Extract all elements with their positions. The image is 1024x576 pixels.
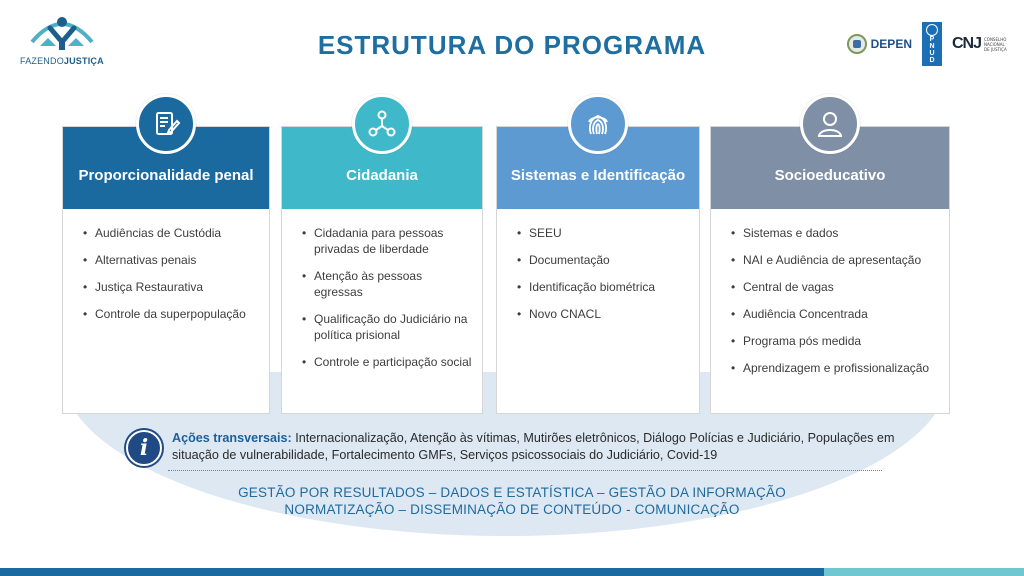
document-edit-icon	[136, 94, 196, 154]
list-item: • Alternativas penais	[83, 252, 259, 268]
card-socioeducativo	[710, 126, 950, 414]
list-item: • Sistemas e dados	[731, 225, 939, 241]
info-icon: i	[126, 430, 162, 466]
pnud-logo: P N U D	[922, 22, 942, 66]
card-items	[63, 209, 269, 322]
list-item: • Documentação	[517, 252, 689, 268]
dotted-divider	[168, 470, 882, 471]
list-item: • Identificação biométrica	[517, 279, 689, 295]
list-item: • Audiências de Custódia	[83, 225, 259, 241]
card-items	[711, 209, 949, 376]
card-proporcionalidade-penal	[62, 126, 270, 414]
gestao-line-2: NORMATIZAÇÃO – DISSEMINAÇÃO DE CONTEÚDO - COMUNICAÇÃO	[284, 502, 740, 517]
list-item: • Aprendizagem e profissionalização	[731, 360, 939, 376]
transversal-text	[172, 430, 912, 464]
card-title: Cidadania	[282, 127, 482, 209]
footer-accent	[824, 568, 1024, 576]
card-title: Sistemas e Identificação	[497, 127, 699, 209]
card-cidadania	[281, 126, 483, 414]
list-item: • NAI e Audiência de apresentação	[731, 252, 939, 268]
cnj-logo: CNJ CONSELHO NACIONAL DE JUSTIÇA	[951, 35, 1007, 52]
card-title: Proporcionalidade penal	[63, 127, 269, 209]
list-item: • Novo CNACL	[517, 306, 689, 322]
transversal-content: Internacionalização, Atenção às vítimas, Mutirões eletrônicos, Diálogo Polícias e Judiciário, Populações em situação de vulnerabilidade, Fortalecimento GMFs, Serviços psicossociais do Judiciário, Covid-19	[172, 431, 895, 462]
logo-wordmark: FAZENDOJUSTIÇA	[20, 56, 104, 66]
transversal-label: Ações transversais:	[172, 431, 292, 445]
card-sistemas-identificacao	[496, 126, 700, 414]
user-icon	[800, 94, 860, 154]
gestao-line-1: GESTÃO POR RESULTADOS – DADOS E ESTATÍSTICA – GESTÃO DA INFORMAÇÃO	[238, 485, 786, 500]
depen-seal-icon	[847, 34, 867, 54]
list-item: • Controle da superpopulação	[83, 306, 259, 322]
list-item: • Cidadania para pessoas privadas de liberdade	[302, 225, 472, 257]
list-item: • Central de vagas	[731, 279, 939, 295]
un-globe-icon	[926, 24, 938, 36]
depen-logo: DEPEN	[847, 34, 912, 54]
list-item: • SEEU	[517, 225, 689, 241]
list-item: • Programa pós medida	[731, 333, 939, 349]
page-title: ESTRUTURA DO PROGRAMA	[317, 30, 707, 60]
list-item: • Controle e participação social	[302, 354, 472, 370]
gestao-text	[0, 484, 1024, 518]
list-item: • Audiência Concentrada	[731, 306, 939, 322]
list-item: • Qualificação do Judiciário na política prisional	[302, 311, 472, 343]
card-items	[282, 209, 482, 370]
footer-bar	[0, 568, 1024, 576]
list-item: • Justiça Restaurativa	[83, 279, 259, 295]
fingerprint-icon	[568, 94, 628, 154]
list-item: • Atenção às pessoas egressas	[302, 268, 472, 300]
partner-logos	[847, 22, 1008, 66]
card-items	[497, 209, 699, 322]
network-icon	[352, 94, 412, 154]
card-title: Socioeducativo	[711, 127, 949, 209]
